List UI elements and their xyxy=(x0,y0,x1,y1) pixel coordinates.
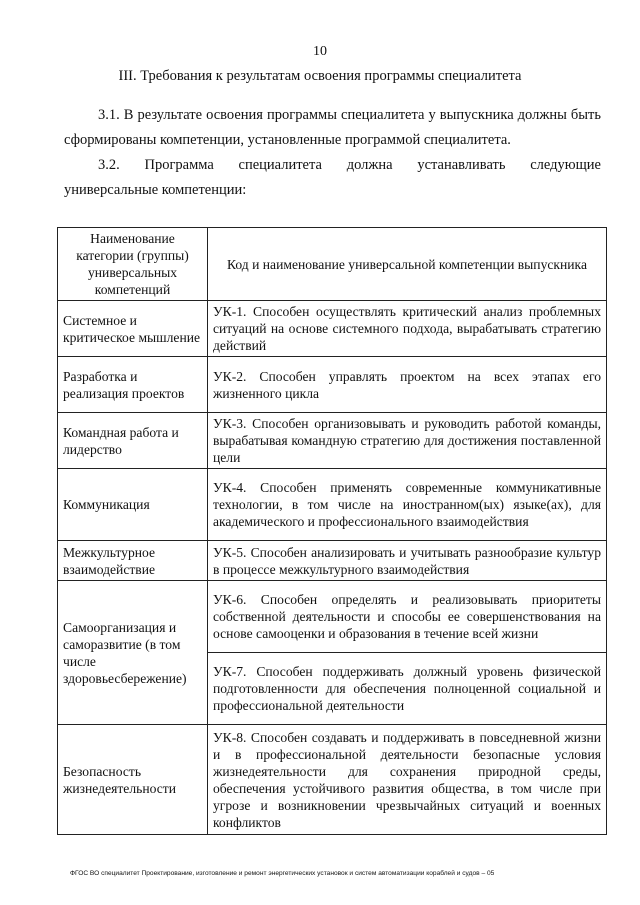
paragraph-word: должна xyxy=(346,157,393,173)
competence-cell: УК-2. Способен управлять проектом на всех этапах его жизненного цикла xyxy=(208,357,607,413)
category-cell: Межкультурное взаимодействие xyxy=(58,541,208,581)
competence-cell: УК-4. Способен применять современные коммуникативные технологии, в том числе на иностранном(ых) языке(ах), для академического и профессионального взаимодействия xyxy=(208,469,607,541)
paragraph-word: 3.2. xyxy=(98,157,120,173)
category-cell: Безопасность жизнедеятельности xyxy=(58,725,208,835)
competence-cell: УК-8. Способен создавать и поддерживать в повседневной жизни и в профессиональной деятельности безопасные условия жизнедеятельности для сохранения природной среды, обеспечения устойчивого развития общества, в том числе при угрозе и возникновении чрезвычайных ситуаций и военных конфликтов xyxy=(208,725,607,835)
competence-cell: УК-3. Способен организовывать и руководить работой команды, вырабатывая командную стратегию для достижения поставленной цели xyxy=(208,413,607,469)
competence-cell: УК-5. Способен анализировать и учитывать разнообразие культур в процессе межкультурного взаимодействия xyxy=(208,541,607,581)
category-cell: Самоорганизация и саморазвитие (в том числе здоровьесбережение) xyxy=(58,581,208,725)
category-cell: Коммуникация xyxy=(58,469,208,541)
competence-cell: УК-1. Способен осуществлять критический анализ проблемных ситуаций на основе системного подхода, вырабатывать стратегию действий xyxy=(208,301,607,357)
paragraph-word: специалитета xyxy=(238,157,322,173)
table-row xyxy=(58,469,607,541)
paragraph-3-2-line-1 xyxy=(64,153,601,178)
table-row xyxy=(58,725,607,835)
paragraph-word: следующие xyxy=(530,157,601,173)
table-row xyxy=(58,413,607,469)
category-cell: Командная работа и лидерство xyxy=(58,413,208,469)
competence-table xyxy=(57,227,607,835)
table-row xyxy=(58,357,607,413)
paragraph-word: Программа xyxy=(144,157,214,173)
header-category: Наименование категории (группы) универсальных компетенций xyxy=(58,228,208,301)
table-row xyxy=(58,301,607,357)
table-row xyxy=(58,581,607,653)
table-row xyxy=(58,541,607,581)
footer-note: ФГОС ВО специалитет Проектирование, изготовление и ремонт энергетических установок и систем автоматизации кораблей и судов – 05 xyxy=(70,870,495,877)
competence-cell: УК-6. Способен определять и реализовывать приоритеты собственной деятельности и способы ее совершенствования на основе самооценки и образования в течение всей жизни xyxy=(208,581,607,653)
paragraph-3-2-line-2: универсальные компетенции: xyxy=(64,182,247,198)
paragraph-word: устанавливать xyxy=(417,157,506,173)
competence-cell: УК-7. Способен поддерживать должный уровень физической подготовленности для обеспечения полноценной социальной и профессиональной деятельности xyxy=(208,653,607,725)
paragraph-3-1: 3.1. В результате освоения программы специалитета у выпускника должны быть сформированы компетенции, установленные программой специалитета. xyxy=(64,107,601,148)
page-number: 10 xyxy=(313,44,327,59)
category-cell: Разработка и реализация проектов xyxy=(58,357,208,413)
paragraph-3-2 xyxy=(64,153,601,178)
header-competence: Код и наименование универсальной компетенции выпускника xyxy=(208,228,607,301)
section-title: III. Требования к результатам освоения программы специалитета xyxy=(118,68,522,84)
table-header-row xyxy=(58,228,607,301)
category-cell: Системное и критическое мышление xyxy=(58,301,208,357)
